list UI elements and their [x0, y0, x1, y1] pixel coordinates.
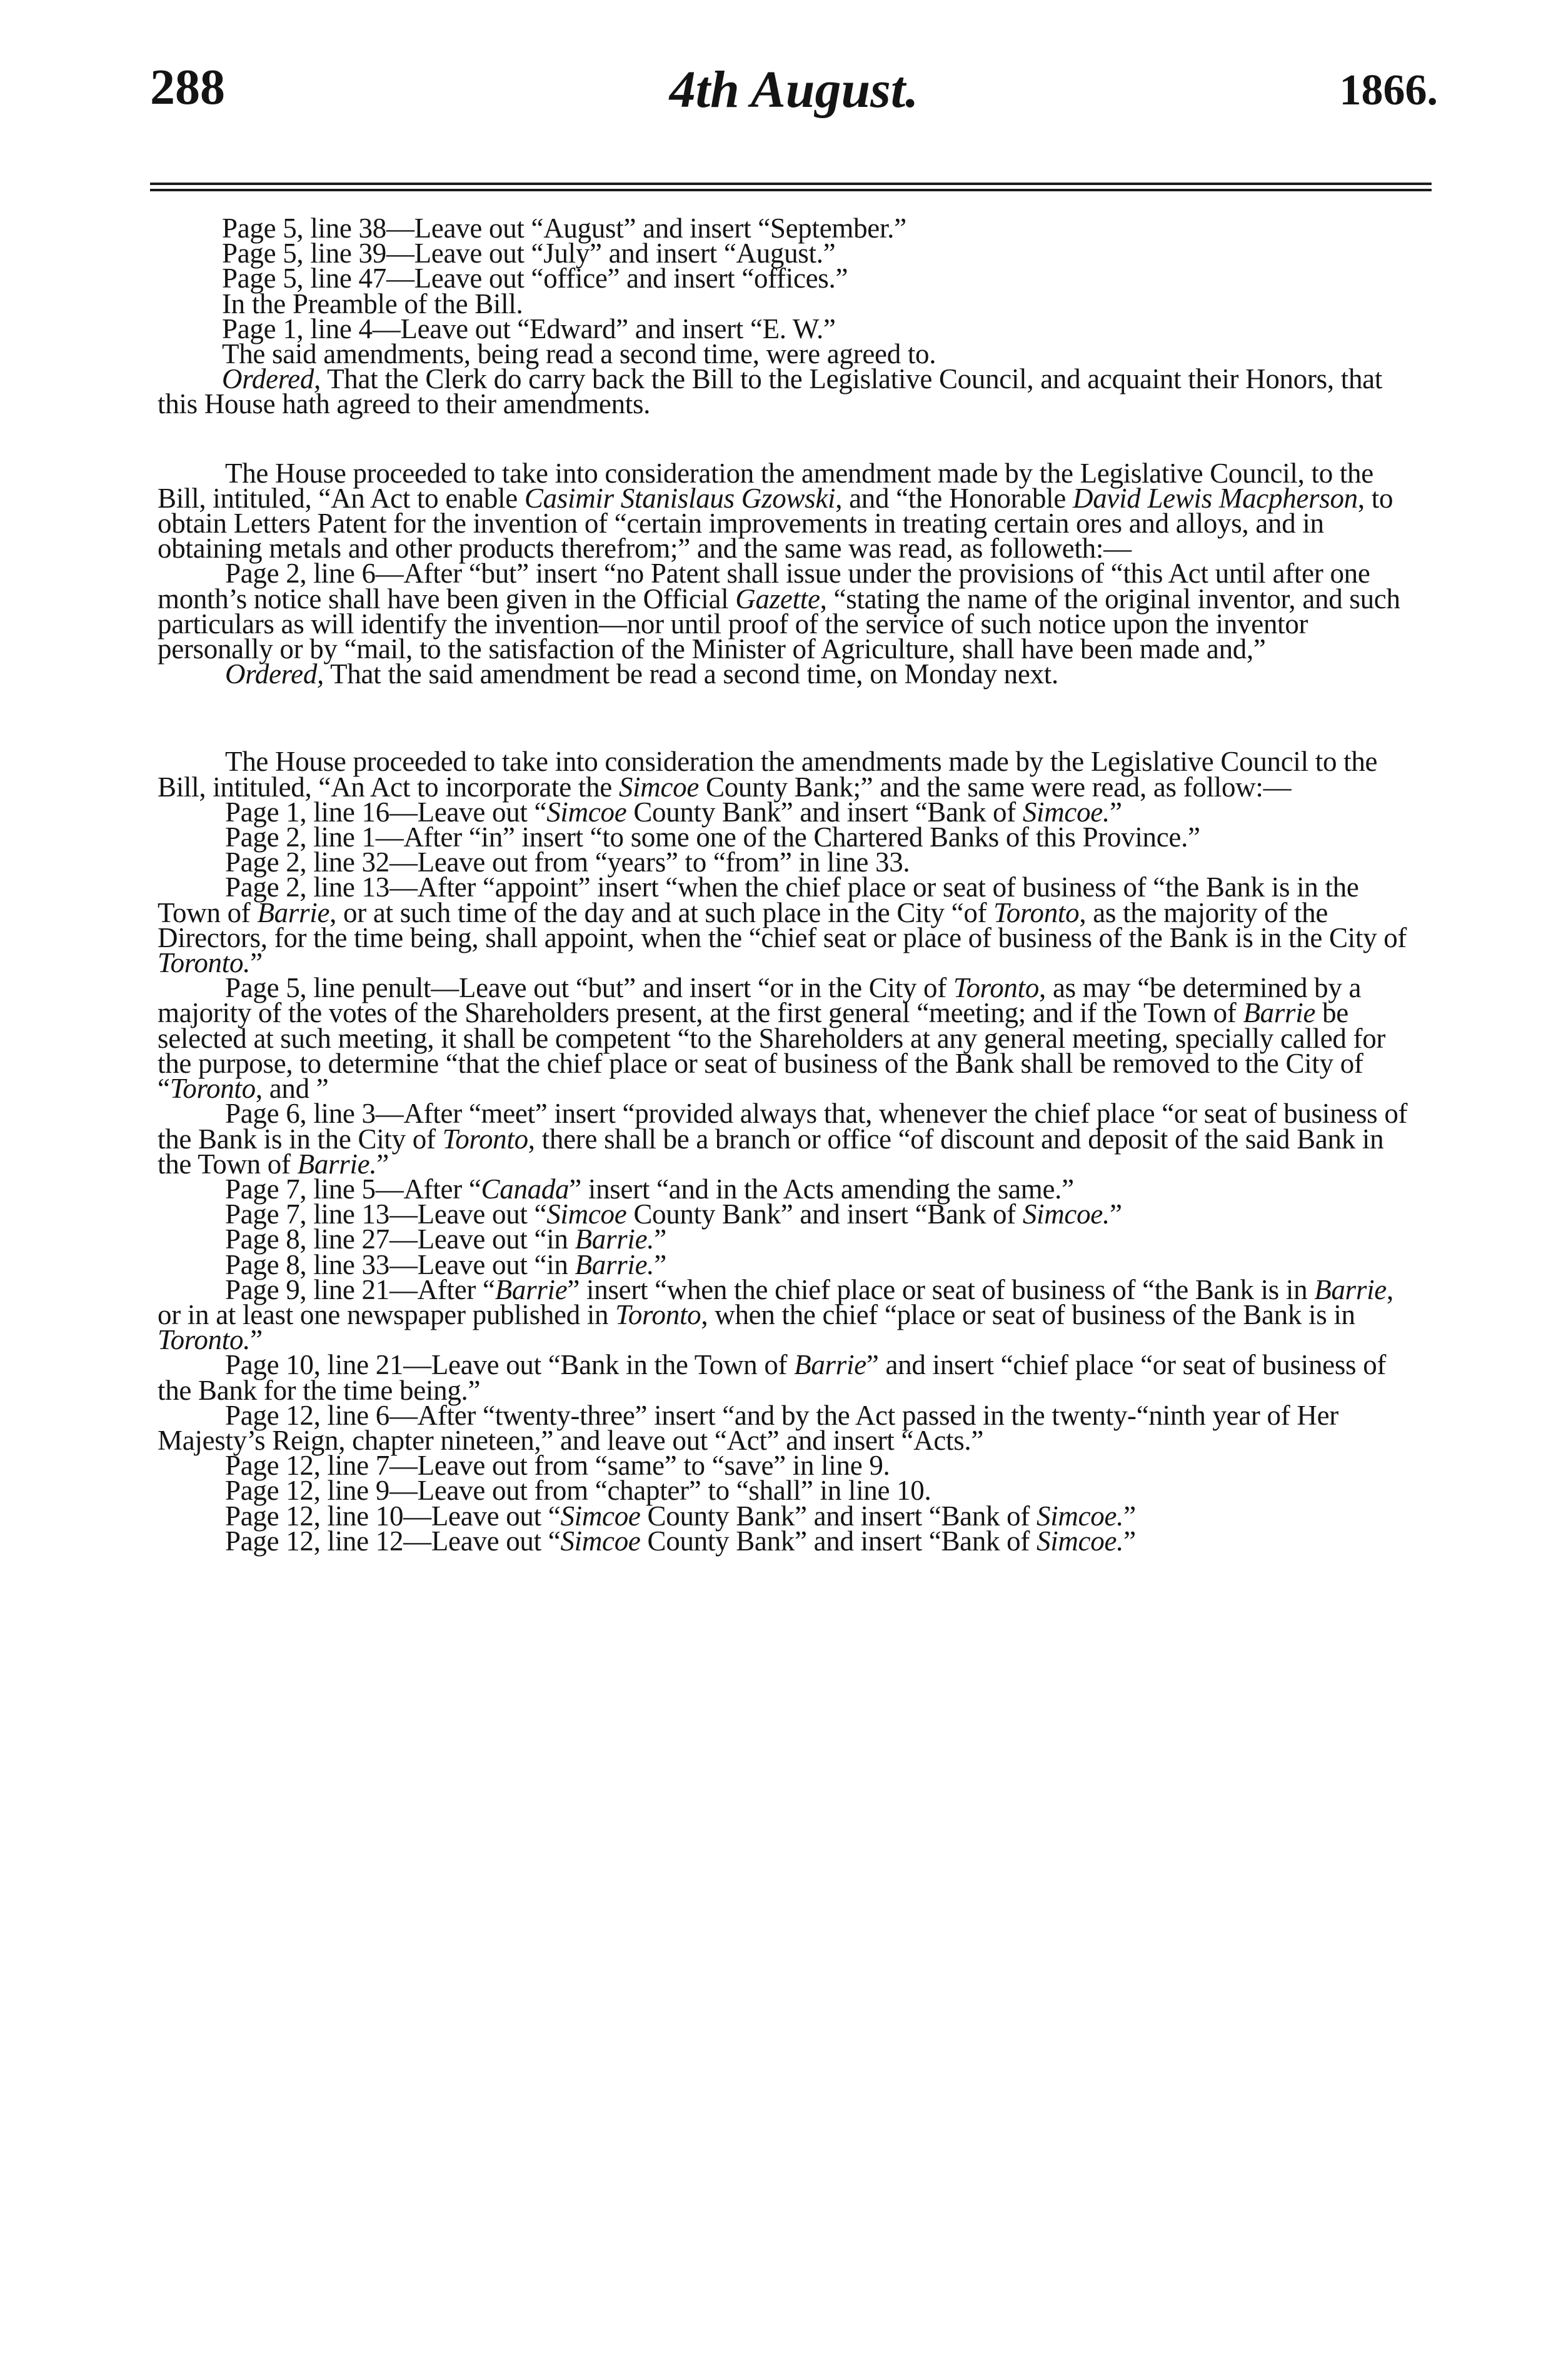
amendment-text: ” [654, 1248, 666, 1280]
place-name: Canada [481, 1173, 570, 1205]
amendment-text: ” [654, 1223, 666, 1255]
header-rule-top [150, 183, 1432, 185]
amendment-paragraph [158, 1098, 1416, 1180]
ordered-paragraph [158, 363, 1416, 420]
intro-paragraph [158, 457, 1416, 565]
place-name: Simcoe. [1022, 1198, 1110, 1230]
amendment-text: Page 1, line 16—Leave out “ [225, 796, 547, 828]
amendment-line [158, 1198, 1416, 1230]
page-number: 288 [150, 60, 225, 115]
amendment-text: County Bank” and insert “Bank of [626, 796, 1023, 828]
amendment-line: Page 12, line 9—Leave out from “chapter” to “shall” in line 10. [225, 1475, 931, 1507]
place-name: Barrie. [575, 1223, 655, 1255]
amendment-text: ” insert “and in the Acts amending the same.” [569, 1173, 1074, 1205]
amendment-text: Page 8, line 27—Leave out “in [225, 1223, 575, 1255]
amendment-text: Page 2, line 13—After “appoint” insert “when the chief place or seat of business of “the Bank is in the Town of [158, 871, 1359, 928]
amendment-paragraph: Page 12, line 6—After “twenty-three” insert “and by the Act passed in the twenty-“ninth year of Her Majesty’s Reign, chapter nineteen,” and leave out “Act” and insert “Acts.” [158, 1399, 1338, 1456]
amendment-text: , and ” [255, 1073, 329, 1105]
amendment-line [158, 1248, 1416, 1280]
place-name: Simcoe [560, 1500, 641, 1532]
amendment-line: Page 5, line 47—Leave out “office” and insert “offices.” [222, 263, 848, 294]
amendment-text: Page 10, line 21—Leave out “Bank in the Town of [225, 1349, 795, 1381]
amendment-paragraph [158, 972, 1416, 1105]
amendment-text: County Bank” and insert “Bank of [626, 1198, 1023, 1230]
place-name: Simcoe [618, 771, 700, 803]
amendment-text: ” [1109, 796, 1122, 828]
person-name: Casimir Stanislaus Gzowski [524, 482, 836, 514]
intro-text: , to obtain Letters Patent for the invention of “certain improvements in treating certain ores and alloys, and in obtaining metals and other products therefrom;” and the same was read, as followeth:— [158, 482, 1393, 565]
place-name: Toronto [993, 896, 1080, 928]
running-title: 4th August. [669, 61, 919, 119]
amendment-line [158, 1173, 1416, 1205]
place-name: Toronto [615, 1298, 701, 1330]
amendment-text: , as may “be determined by a majority of the votes of the Shareholders present, at the first general “meeting; and if the Town of [158, 972, 1362, 1029]
amendment-text: County Bank” and insert “Bank of [640, 1525, 1037, 1557]
amendment-text: Page 7, line 13—Leave out “ [225, 1198, 547, 1230]
place-name: Simcoe [560, 1525, 641, 1557]
amendment-text: , or at such time of the day and at such place in the City “of [329, 896, 994, 928]
intro-text: The House proceeded to take into consideration the amendments made by the Legislative Council to the Bill, intituled, “An Act to incorporate the [158, 746, 1378, 803]
amendment-line [158, 1223, 1416, 1255]
place-name: Toronto. [158, 947, 251, 979]
amendment-text: be selected at such meeting, it shall be competent “to the Shareholders at any general meeting, specially called for the purpose, to determine “that the chief place or seat of business of the Bank shall be removed to the City of “ [158, 997, 1386, 1105]
page-body [158, 213, 1416, 1557]
amendment-text: ” [250, 1324, 263, 1356]
agreed-line: The said amendments, being read a second time, were agreed to. [222, 338, 936, 370]
place-name: Toronto [169, 1073, 256, 1105]
amendment-text: County Bank” and insert “Bank of [640, 1500, 1037, 1532]
amendment-line [158, 1525, 1416, 1557]
intro-text: , and “the Honorable [835, 482, 1073, 514]
section-simcoe-bank-bill [158, 746, 1416, 1557]
place-name: Barrie. [297, 1148, 377, 1180]
amendment-paragraph [158, 1273, 1416, 1356]
ordered-text: That the Clerk do carry back the Bill to the Legislative Council, and acquaint their Honors, that this House hath agreed to their amendments. [158, 363, 1383, 420]
amendment-text: , as the majority of the Directors, for the time being, shall appoint, when the “chief seat or place of business of the Bank is in the City of [158, 896, 1407, 953]
header-rule-bottom [150, 189, 1432, 191]
gazette-word: Gazette [735, 583, 820, 615]
place-name: Toronto [953, 972, 1040, 1004]
amendment-line [158, 1500, 1416, 1532]
amendment-line: Page 2, line 1—After “in” insert “to some one of the Chartered Banks of this Province.” [225, 821, 1200, 853]
amendment-text: , when the chief “place or seat of business of the Bank is in [701, 1298, 1355, 1330]
preamble-heading: In the Preamble of the Bill. [222, 288, 523, 319]
section-spacer [158, 417, 1416, 461]
place-name: Toronto. [158, 1324, 251, 1356]
place-name: Simcoe. [1037, 1525, 1124, 1557]
amendment-line: Page 1, line 4—Leave out “Edward” and insert “E. W.” [222, 313, 836, 344]
amendment-text: ” [1123, 1525, 1136, 1557]
amendment-text: ” [376, 1148, 389, 1180]
amendment-text: ” [250, 947, 263, 979]
amendment-text: Page 12, line 10—Leave out “ [225, 1500, 561, 1532]
place-name: Barrie. [575, 1248, 655, 1280]
page-header [150, 59, 1438, 141]
amendment-text: , there shall be a branch or office “of discount and deposit of the said Bank in the Town of [158, 1123, 1384, 1180]
place-name: Barrie [494, 1273, 568, 1305]
place-name: Simcoe. [1022, 796, 1110, 828]
amendment-paragraph [158, 1349, 1416, 1406]
place-name: Barrie [257, 896, 330, 928]
person-name: David Lewis Macpherson [1073, 482, 1358, 514]
ordered-text: That the said amendment be read a second time, on Monday next. [323, 658, 1058, 690]
amendment-text: Page 6, line 3—After “meet” insert “provided always that, whenever the chief place “or seat of business of the Bank is in the City of [158, 1098, 1408, 1155]
place-name: Simcoe [546, 796, 627, 828]
place-name: Toronto [442, 1123, 528, 1155]
amendment-line [158, 796, 1416, 828]
place-name: Barrie [1314, 1273, 1387, 1305]
ordered-label: Ordered, [222, 363, 321, 395]
section-gzowski-bill [158, 457, 1416, 690]
amendment-text: ” [1109, 1198, 1122, 1230]
intro-text: The House proceeded to take into consideration the amendment made by the Legislative Council, to the Bill, intituled, “An Act to enable [158, 457, 1373, 514]
amendment-paragraph [158, 871, 1416, 979]
amendment-text: Page 5, line penult—Leave out “but” and insert “or in the City of [225, 972, 953, 1004]
amendment-text: Page 9, line 21—After “ [225, 1273, 495, 1305]
amendment-text: Page 8, line 33—Leave out “in [225, 1248, 575, 1280]
place-name: Barrie [794, 1349, 866, 1381]
section-spacer [158, 686, 1416, 749]
amendment-paragraph [158, 558, 1416, 665]
amendment-line: Page 2, line 32—Leave out from “years” to “from” in line 33. [225, 846, 910, 878]
amendment-line: Page 5, line 38—Leave out “August” and insert “September.” [222, 213, 906, 244]
amendment-text: ” [1123, 1500, 1136, 1532]
amendment-text: Page 2, line 6—After “but” insert “no Patent shall issue under the provisions of “this Act until after one month’s notice shall have been given in the Official [158, 558, 1370, 615]
amendment-text: ” and insert “chief place “or seat of business of the Bank for the time being.” [158, 1349, 1387, 1406]
header-year: 1866. [1339, 66, 1438, 114]
amendment-text: Page 12, line 12—Leave out “ [225, 1525, 561, 1557]
amendment-text: , or in at least one newspaper published in [158, 1273, 1393, 1330]
place-name: Barrie [1243, 997, 1316, 1029]
place-name: Simcoe. [1037, 1500, 1124, 1532]
ordered-paragraph [158, 658, 1416, 690]
intro-text: County Bank;” and the same were read, as follow:— [699, 771, 1292, 803]
amendment-text: Page 7, line 5—After “ [225, 1173, 481, 1205]
intro-paragraph [158, 746, 1416, 803]
amendment-line: Page 12, line 7—Leave out from “same” to “save” in line 9. [225, 1450, 890, 1482]
amendment-text: , “stating the name of the original inventor, and such particulars as will identify the invention—nor until proof of the service of such notice upon the inventor personally or by “mail, to the satisfaction of the Minister of Agriculture, shall have been made and,” [158, 583, 1400, 665]
section-amendments-agreed [158, 213, 1416, 420]
ordered-label: Ordered, [225, 658, 324, 690]
place-name: Simcoe [546, 1198, 627, 1230]
amendment-line: Page 5, line 39—Leave out “July” and insert “August.” [222, 238, 836, 269]
amendment-text: ” insert “when the chief place or seat of business of “the Bank is in [567, 1273, 1315, 1305]
